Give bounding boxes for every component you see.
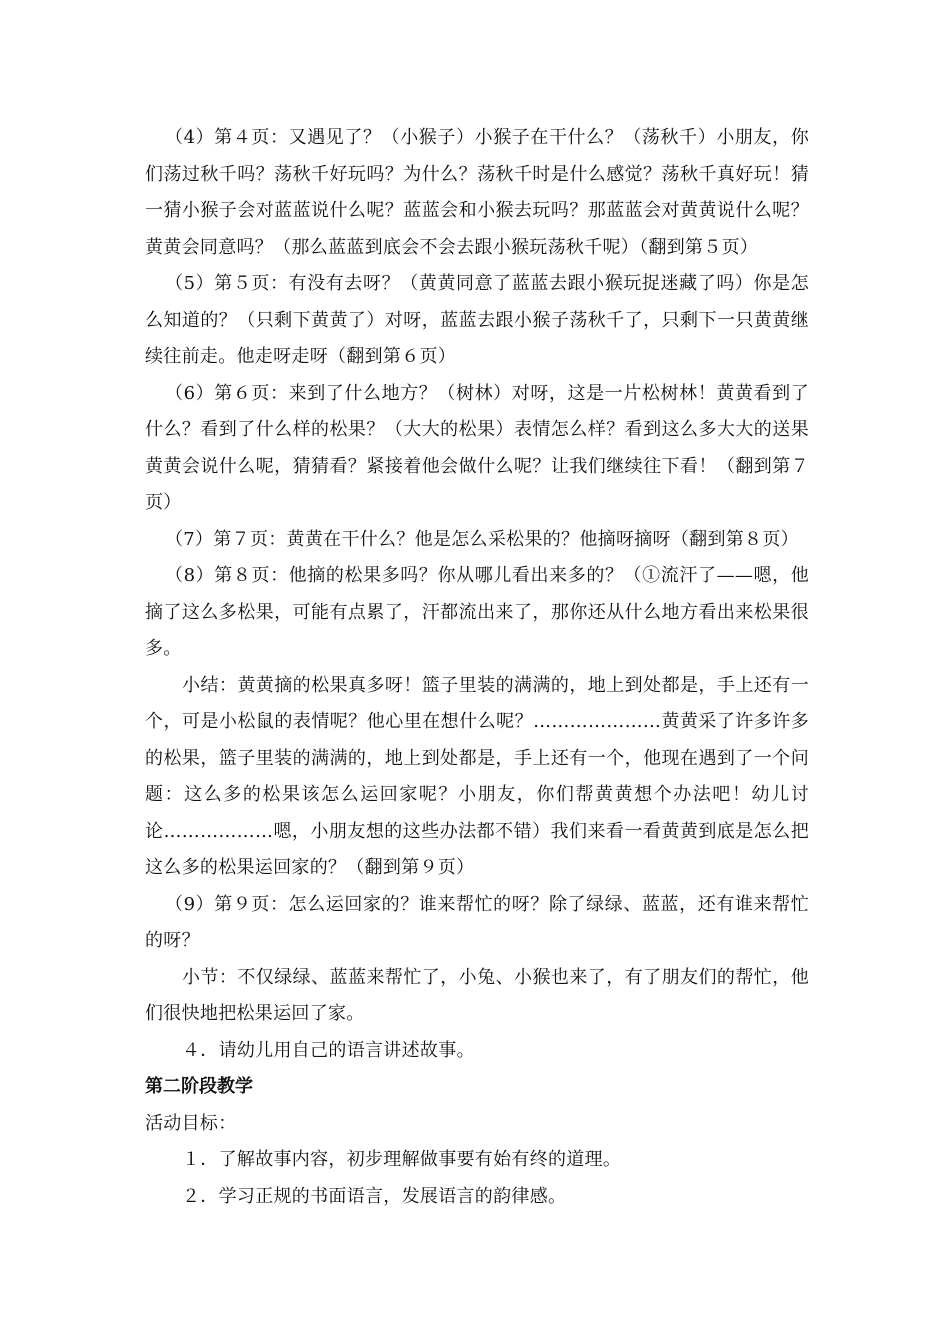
paragraph-retell-story: ４．请幼儿用自己的语言讲述故事。 <box>182 1039 475 1061</box>
section-heading: 第二阶段教学 <box>145 1076 253 1097</box>
goal-item-1: １．了解故事内容，初步理解做事要有始有终的道理。 <box>182 1149 622 1170</box>
paragraph-section-summary: 小节：不仅绿绿、蓝蓝来帮忙了，小兔、小猴也来了，有了朋友们的帮忙，他们很快地把松果运回了家。 <box>145 966 809 1024</box>
paragraph-page-6: （6）第６页：来到了什么地方？（树林）对呀，这是一片松树林！黄黄看到了什么？看到了什么样的松果？（大大的松果）表情怎么样？看到这么多大大的送果黄黄会说什么呢，猜猜看？紧接着他会做什么呢？让我们继续往下看！（翻到第７页） <box>145 382 809 513</box>
goal-item-2: ２．学习正规的书面语言，发展语言的韵律感。 <box>182 1185 567 1207</box>
paragraph-page-9: （9）第９页：怎么运回家的？谁来帮忙的呀？除了绿绿、蓝蓝，还有谁来帮忙的呀？ <box>145 893 809 951</box>
paragraph-page-5: （5）第５页：有没有去呀？（黄黄同意了蓝蓝去跟小猴玩捉迷藏了吗）你是怎么知道的？（只剩下黄黄了）对呀，蓝蓝去跟小猴子荡秋千了，只剩下一只黄黄继续往前走。他走呀走呀（翻到第６页） <box>145 273 809 367</box>
goals-label: 活动目标： <box>145 1112 237 1134</box>
paragraph-page-4: （4）第４页：又遇见了？（小猴子）小猴子在干什么？（荡秋千）小朋友，你们荡过秋千吗？荡秋千好玩吗？为什么？荡秋千时是什么感觉？荡秋千真好玩！猜一猜小猴子会对蓝蓝说什么呢？蓝蓝会和小猴去玩吗？那蓝蓝会对黄黄说什么呢？黄黄会同意吗？（那么蓝蓝到底会不会去跟小猴玩荡秋千呢）（翻到第５页） <box>145 127 809 258</box>
document-body <box>145 120 809 1215</box>
paragraph-page-8: （8）第８页：他摘的松果多吗？你从哪儿看出来多的？（①流汗了——嗯，他摘了这么多松果，可能有点累了，汗都流出来了，那你还从什么地方看出来松果很多。 <box>145 565 809 659</box>
paragraph-page-7: （7）第７页：黄黄在干什么？他是怎么采松果的？他摘呀摘呀（翻到第８页） <box>165 528 799 550</box>
paragraph-summary: 小结：黄黄摘的松果真多呀！篮子里装的满满的，地上到处都是，手上还有一个，可是小松鼠的表情呢？他心里在想什么呢？…………………黄黄采了许多许多的松果，篮子里装的满满的，地上到处都是，手上还有一个，他现在遇到了一个问题：这么多的松果该怎么运回家呢？小朋友，你们帮黄黄想个办法吧！幼儿讨论………………嗯，小朋友想的这些办法都不错）我们来看一看黄黄到底是怎么把这么多的松果运回家的？（翻到第９页） <box>145 674 809 878</box>
